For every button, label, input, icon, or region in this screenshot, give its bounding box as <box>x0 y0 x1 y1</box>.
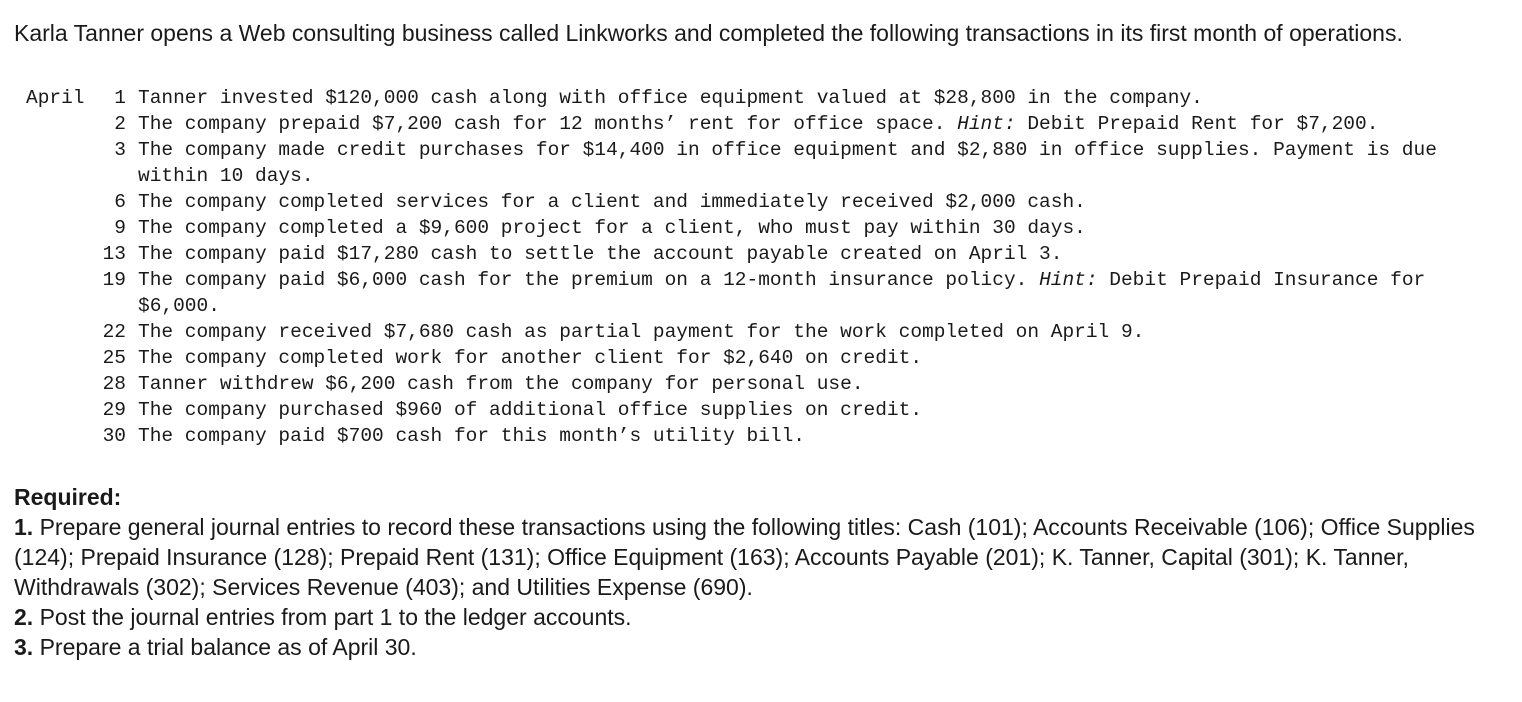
transaction-description: The company made credit purchases for $14,400 in office equipment and $2,880 in office supplies. Payment is due within 10 days. <box>138 139 1437 187</box>
transaction-description: The company paid $6,000 cash for the premium on a 12-month insurance policy. <box>138 269 1028 291</box>
transaction-row <box>26 189 1514 215</box>
required-item-text: Post the journal entries from part 1 to the ledger accounts. <box>39 604 632 630</box>
transaction-row <box>26 371 1514 397</box>
month-label: April <box>26 87 85 109</box>
transaction-list <box>26 85 1514 449</box>
hint-text: Debit Prepaid Rent for $7,200. <box>1027 113 1379 135</box>
hint-label: Hint: <box>1039 269 1098 291</box>
required-section <box>14 482 1484 662</box>
transaction-row <box>26 397 1514 423</box>
required-item-text: Prepare a trial balance as of April 30. <box>39 634 417 660</box>
transaction-text <box>138 189 1488 215</box>
hint-label: Hint: <box>957 113 1016 135</box>
transaction-day: 25 <box>102 347 126 369</box>
required-item <box>14 602 1484 632</box>
transaction-day: 13 <box>102 243 126 265</box>
transaction-row <box>26 241 1514 267</box>
transaction-day: 19 <box>102 269 126 291</box>
transaction-text <box>138 319 1488 345</box>
transaction-description: The company received $7,680 cash as partial payment for the work completed on April 9. <box>138 321 1145 343</box>
required-item <box>14 512 1484 602</box>
transaction-description: The company purchased $960 of additional office supplies on credit. <box>138 399 923 421</box>
transaction-day: 9 <box>114 217 126 239</box>
transaction-day: 1 <box>114 87 126 109</box>
transaction-text <box>138 423 1488 449</box>
transaction-day: 30 <box>102 425 126 447</box>
transaction-text <box>138 267 1488 319</box>
transaction-day: 22 <box>102 321 126 343</box>
transaction-row <box>26 215 1514 241</box>
transaction-row <box>26 85 1514 111</box>
transaction-description: The company completed a $9,600 project for a client, who must pay within 30 days. <box>138 217 1086 239</box>
transaction-text <box>138 215 1488 241</box>
transaction-text <box>138 85 1488 111</box>
transaction-row <box>26 319 1514 345</box>
transaction-description: The company completed services for a client and immediately received $2,000 cash. <box>138 191 1086 213</box>
transaction-description: The company prepaid $7,200 cash for 12 months’ rent for office space. <box>138 113 946 135</box>
transaction-day: 2 <box>114 113 126 135</box>
transaction-day: 6 <box>114 191 126 213</box>
transaction-description: The company completed work for another client for $2,640 on credit. <box>138 347 923 369</box>
required-item-number: 2. <box>14 604 34 630</box>
required-item-number: 1. <box>14 514 34 540</box>
transaction-text <box>138 345 1488 371</box>
transaction-text <box>138 111 1488 137</box>
required-item <box>14 632 1484 662</box>
intro-paragraph: Karla Tanner opens a Web consulting business called Linkworks and completed the following transactions in its first month of operations. <box>14 20 1403 46</box>
transaction-day: 3 <box>114 139 126 161</box>
problem-page <box>14 18 1514 662</box>
required-item-number: 3. <box>14 634 34 660</box>
transaction-description: Tanner invested $120,000 cash along with office equipment valued at $28,800 in the company. <box>138 87 1203 109</box>
transaction-row <box>26 267 1514 319</box>
transaction-description: The company paid $700 cash for this month’s utility bill. <box>138 425 806 447</box>
transaction-text <box>138 397 1488 423</box>
transaction-day: 28 <box>102 373 126 395</box>
transaction-row <box>26 137 1514 189</box>
required-item-text: Prepare general journal entries to record these transactions using the following titles: Cash (101); Accounts Receivable (106); Office Supplies (124); Prepaid Insurance (128); Prepaid Rent (131); Office Equipment (163); Accounts Payable (201); K. Tanner, Capital (301); K. Tanner, Withdrawals (302); Services Revenue (403); and Utilities Expense (690). <box>14 514 1475 600</box>
transaction-description: The company paid $17,280 cash to settle the account payable created on April 3. <box>138 243 1063 265</box>
transaction-row <box>26 345 1514 371</box>
transaction-row <box>26 423 1514 449</box>
hint-text: Debit Prepaid Insurance for $6,000. <box>138 269 1426 317</box>
transaction-row <box>26 111 1514 137</box>
transaction-day: 29 <box>102 399 126 421</box>
required-heading: Required: <box>14 484 122 510</box>
transaction-text <box>138 241 1488 267</box>
transaction-text <box>138 137 1488 189</box>
transaction-description: Tanner withdrew $6,200 cash from the company for personal use. <box>138 373 864 395</box>
transaction-text <box>138 371 1488 397</box>
